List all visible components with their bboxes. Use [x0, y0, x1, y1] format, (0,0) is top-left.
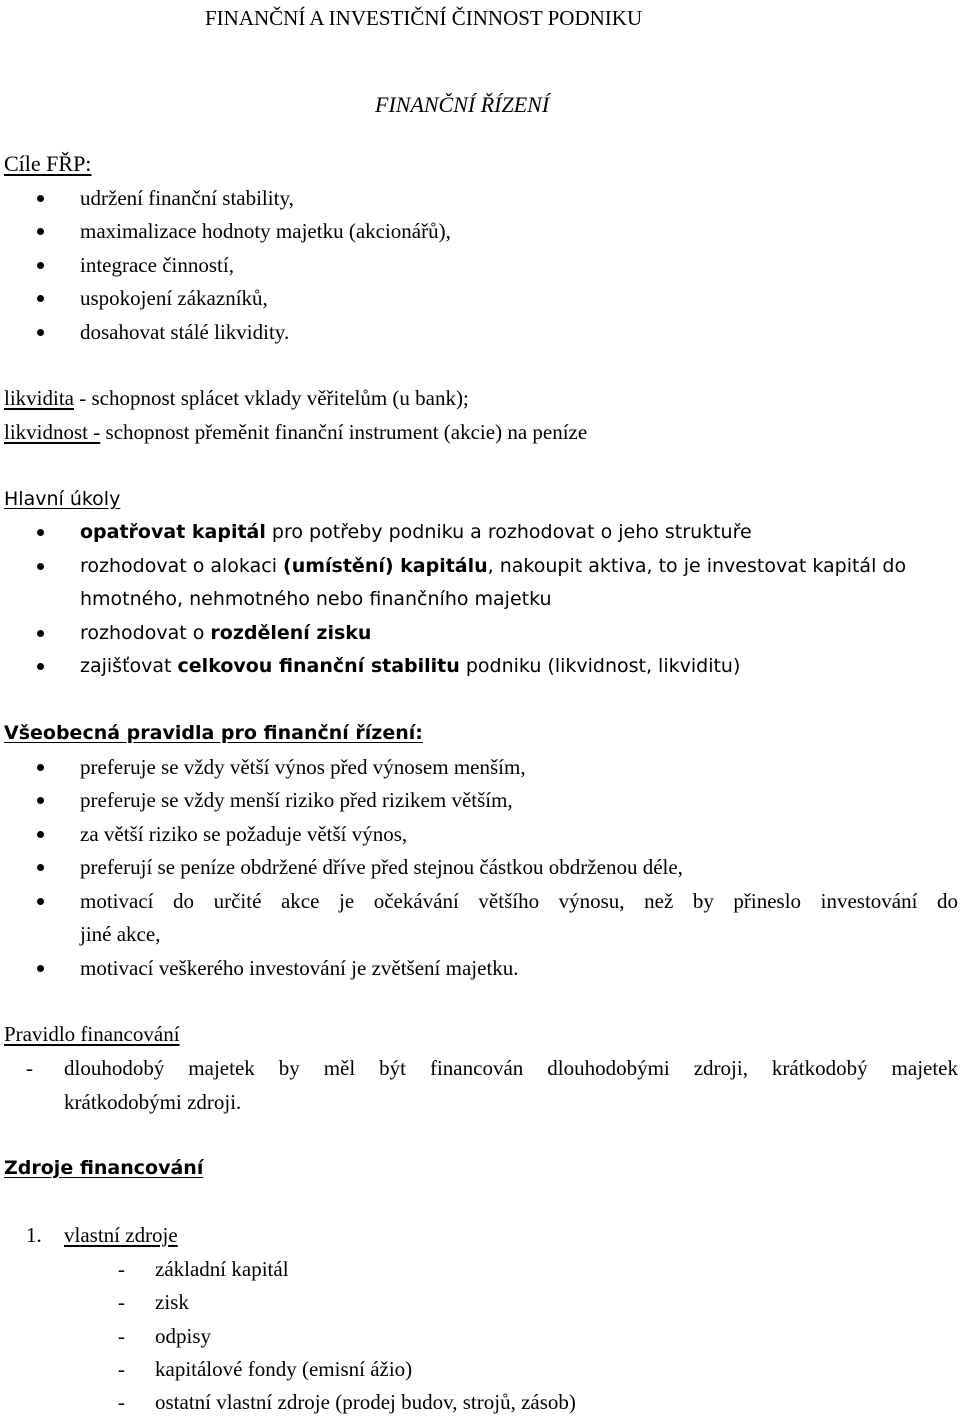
dash-marker: - — [118, 1290, 125, 1314]
tasks-item-text: pro potřeby podniku a rozhodovat o jeho struktuře — [265, 521, 752, 543]
tasks-item-bold: celkovou finanční stabilitu — [177, 655, 460, 677]
financing-rule-heading: Pravidlo financování — [4, 1022, 180, 1046]
term-liquidity: likvidita — [4, 386, 74, 410]
tasks-item-bold: opatřovat kapitál — [80, 521, 266, 543]
list-number: 1. — [26, 1223, 42, 1247]
rules-item: za větší riziko se požaduje větší výnos, — [80, 822, 408, 846]
dash-marker: - — [118, 1257, 125, 1281]
bullet-icon — [37, 195, 44, 202]
tasks-item-text: zajišťovat — [80, 655, 178, 677]
tasks-item — [80, 620, 371, 646]
goals-item: uspokojení zákazníků, — [80, 286, 268, 310]
bullet-icon — [37, 262, 44, 269]
source-item: zisk — [155, 1290, 189, 1314]
financing-rule-text: dlouhodobý majetek by měl být financován dlouhodobými zdroji, krátkodobý majetek — [64, 1056, 958, 1080]
rules-item: motivací do určité akce je očekávání většího výnosu, než by přineslo investování do — [80, 889, 958, 913]
dash-marker: - — [118, 1324, 125, 1348]
dash-marker: - — [118, 1357, 125, 1381]
definition-liquidness-text: schopnost přeměnit finanční instrument (akcie) na peníze — [100, 420, 588, 444]
bullet-icon — [37, 864, 44, 871]
definition-liquidness — [4, 419, 587, 445]
sources-heading: Zdroje financování — [4, 1157, 204, 1179]
source-item: ostatní vlastní zdroje (prodej budov, strojů, zásob) — [155, 1390, 576, 1414]
page-title: FINANČNÍ A INVESTIČNÍ ČINNOST PODNIKU — [205, 6, 643, 30]
source-item: kapitálové fondy (emisní ážio) — [155, 1357, 413, 1381]
definition-liquidity-text: - schopnost splácet vklady věřitelům (u bank); — [74, 386, 469, 410]
tasks-item-bold: (umístění) kapitálu — [283, 555, 488, 577]
tasks-item-bold: rozdělení zisku — [210, 622, 372, 644]
bullet-icon — [37, 630, 44, 637]
bullet-icon — [37, 329, 44, 336]
bullet-icon — [37, 529, 44, 536]
rules-item: preferují se peníze obdržené dříve před stejnou částkou obdrženou déle, — [80, 855, 683, 879]
dash-marker: - — [26, 1056, 33, 1080]
source-item: odpisy — [155, 1324, 212, 1348]
source-item: základní kapitál — [155, 1257, 289, 1281]
tasks-item — [80, 553, 906, 579]
rules-item: motivací veškerého investování je zvětšení majetku. — [80, 956, 519, 980]
tasks-item-text: rozhodovat o — [80, 622, 211, 644]
tasks-heading: Hlavní úkoly — [4, 488, 121, 510]
goals-heading: Cíle FŘP: — [4, 151, 92, 176]
goals-item: udržení finanční stability, — [80, 186, 294, 210]
bullet-icon — [37, 797, 44, 804]
goals-item: integrace činností, — [80, 253, 234, 277]
bullet-icon — [37, 831, 44, 838]
financing-rule-text-continuation: krátkodobými zdroji. — [64, 1090, 242, 1114]
rules-item: preferuje se vždy menší riziko před rizikem větším, — [80, 788, 513, 812]
own-sources-label: vlastní zdroje — [64, 1223, 178, 1247]
tasks-item-text: , nakoupit aktiva, to je investovat kapitál do — [487, 555, 907, 577]
bullet-icon — [37, 228, 44, 235]
bullet-icon — [37, 295, 44, 302]
bullet-icon — [37, 965, 44, 972]
tasks-item-text: rozhodovat o alokaci — [80, 555, 284, 577]
dash-marker: - — [118, 1390, 125, 1414]
tasks-item — [80, 519, 752, 545]
tasks-item — [80, 653, 740, 679]
page-subtitle: FINANČNÍ ŘÍZENÍ — [375, 92, 550, 117]
rules-item-continuation: jiné akce, — [80, 922, 161, 946]
goals-item: maximalizace hodnoty majetku (akcionářů), — [80, 219, 451, 243]
definition-liquidity — [4, 385, 469, 411]
rules-item: preferuje se vždy větší výnos před výnosem menším, — [80, 755, 526, 779]
bullet-icon — [37, 663, 44, 670]
bullet-icon — [37, 898, 44, 905]
tasks-item-text: podniku (likvidnost, likviditu) — [459, 655, 741, 677]
goals-item: dosahovat stálé likvidity. — [80, 320, 290, 344]
bullet-icon — [37, 563, 44, 570]
term-liquidness: likvidnost - — [4, 420, 101, 444]
tasks-item-continuation: hmotného, nehmotného nebo finančního majetku — [80, 588, 552, 610]
rules-heading: Všeobecná pravidla pro finanční řízení: — [4, 722, 423, 744]
bullet-icon — [37, 764, 44, 771]
